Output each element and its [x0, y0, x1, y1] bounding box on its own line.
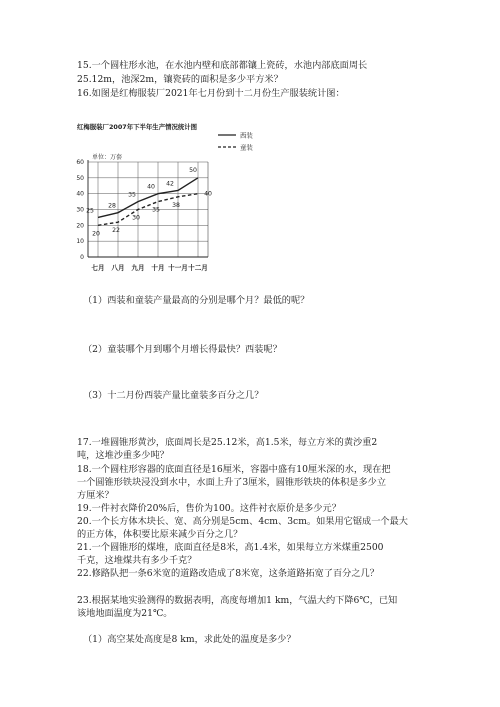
- question-23-sub-1: （1）高空某处高度是8 km，求此处的温度是多少？: [83, 634, 296, 645]
- question-16-sub-3: （3）十二月份西装产量比童装多百分之几？: [83, 390, 264, 401]
- data-label: 35: [128, 191, 136, 199]
- garment-production-chart: [70, 112, 260, 277]
- legend-label: 童装: [240, 143, 253, 152]
- x-tick-label: 九月: [131, 264, 145, 272]
- question-17-line-2: 吨，这堆沙重多少吨？: [77, 450, 169, 461]
- question-20-line-1: 20.一个长方体木块长、宽、高分别是5cm、4cm、3cm。如果用它锯成一个最大: [77, 516, 408, 527]
- y-tick-label: 30: [76, 206, 84, 214]
- y-tick-label: 10: [76, 238, 84, 246]
- question-15-line-1: 15.一个圆柱形水池，在水池内壁和底部都镶上瓷砖，水池内部底面周长: [77, 60, 368, 71]
- question-22: 22.修路队把一条6米宽的道路改造成了8米宽，这条道路拓宽了百分之几？: [77, 568, 379, 579]
- x-tick-label: 七月: [91, 264, 105, 272]
- question-18-line-3: 方厘米？: [77, 490, 114, 501]
- data-label: 35: [152, 206, 160, 214]
- question-18-line-2: 一个圆锥形铁块浸没到水中，水面上升了3厘米，圆锥形铁块的体积是多少立: [77, 477, 387, 488]
- chart-title: 红梅服装厂2007年下半年生产情况统计图: [77, 123, 198, 131]
- question-19: 19.一件衬衣降价20%后，售价为100。这件衬衣原价是多少元？: [77, 503, 341, 514]
- data-label: 40: [147, 183, 155, 191]
- question-15-line-2: 25.12m，池深2m，镶瓷砖的面积是多少平方米？: [77, 74, 283, 85]
- data-label: 22: [112, 227, 120, 235]
- x-tick-label: 十一月: [168, 264, 188, 272]
- question-16: 16.如图是红梅服装厂2021年七月份到十二月份生产服装统计图：: [77, 88, 345, 99]
- x-tick-label: 八月: [111, 264, 125, 272]
- y-tick-label: 60: [76, 159, 84, 166]
- question-23-line-1: 23.根据某地实验测得的数据表明，高度每增加1 km，气温大约下降6℃，已知: [77, 595, 398, 606]
- y-tick-label: 50: [76, 174, 84, 182]
- data-label: 25: [86, 207, 94, 215]
- x-tick-label: 十月: [151, 264, 165, 272]
- legend-label: 西装: [240, 131, 253, 140]
- question-16-sub-1: （1）西装和童装产量最高的分别是哪个月？最低的呢？: [83, 295, 310, 306]
- data-label: 42: [166, 180, 174, 188]
- question-23-line-2: 该地地面温度为21℃。: [77, 608, 173, 619]
- question-17-line-1: 17.一堆圆锥形黄沙，底面周长是25.12米，高1.5米，每立方米的黄沙重2: [77, 437, 378, 448]
- y-tick-label: 40: [76, 190, 84, 198]
- question-20-line-2: 的正方体，体积要比原来减少百分之几？: [77, 529, 243, 540]
- y-tick-label: 0: [80, 254, 84, 261]
- y-unit-label: 单位：万套: [92, 154, 123, 161]
- y-tick-label: 20: [76, 222, 84, 230]
- data-label: 28: [108, 202, 116, 210]
- data-label: 40: [204, 190, 212, 198]
- data-label: 50: [189, 166, 197, 174]
- question-21-line-1: 21.一个圆锥形的煤堆，底面直径是8米，高1.4米，如果每立方米煤重2500: [77, 542, 384, 553]
- question-18-line-1: 18.一个圆柱形容器的底面直径是16厘米，容器中盛有10厘米深的水，现在把: [77, 464, 391, 475]
- question-21-line-2: 千克，这堆煤共有多少千克？: [77, 555, 197, 566]
- data-label: 38: [172, 201, 180, 209]
- question-16-sub-2: （2）童装哪个月到哪个月增长得最快？西装呢？: [83, 344, 282, 355]
- data-label: 30: [132, 214, 140, 222]
- x-tick-label: 十二月: [188, 264, 208, 272]
- data-label: 20: [92, 230, 100, 238]
